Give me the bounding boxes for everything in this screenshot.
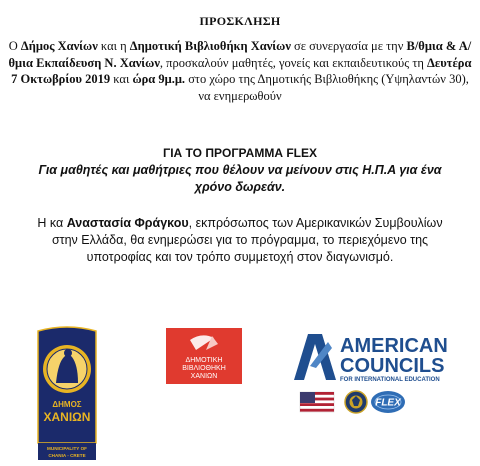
intro-bold-municipality: Δήμος Χανίων xyxy=(20,39,98,53)
american-councils-line1: AMERICAN xyxy=(340,335,448,357)
american-councils-line2: COUNCILS xyxy=(340,355,445,377)
municipality-logo-line2: ΧΑΝΙΩΝ xyxy=(43,410,91,424)
us-flag-icon xyxy=(300,392,334,412)
program-emblems xyxy=(298,388,448,414)
municipality-logo xyxy=(34,325,100,460)
speaker-name: Αναστασία Φράγκου xyxy=(66,216,189,230)
flex-subtitle: Για μαθητές και μαθήτριες που θέλουν να μείνουν στις Η.Π.Α για ένα χρόνο δωρεάν. xyxy=(38,163,442,194)
municipality-logo-line1: ΔΗΜΟΣ xyxy=(52,400,82,409)
speaker-paragraph xyxy=(30,215,450,266)
american-councils-a-mark-icon xyxy=(294,334,336,380)
intro-text-3: σε συνεργασία με την xyxy=(290,39,407,53)
municipality-logo-line4: CHANIA - CRETE xyxy=(48,453,86,458)
intro-paragraph xyxy=(8,38,472,104)
intro-bold-education: Β/θμια & Α/θμια Εκπαίδευση Ν. Χανίων xyxy=(8,39,472,70)
library-logo-line1: ΔΗΜΟΤΙΚΗ xyxy=(185,357,223,364)
american-councils-line3: FOR INTERNATIONAL EDUCATION xyxy=(340,377,440,383)
municipality-logo-line3: MUNICIPALITY OF xyxy=(47,446,87,451)
intro-text-5: και xyxy=(110,72,133,86)
invitation-title: ΠΡΟΣΚΛΗΣΗ xyxy=(199,14,281,28)
intro-text-2: και η xyxy=(97,39,130,53)
intro-text-6: στο χώρο της Δημοτικής Βιβλιοθήκης (Υψηλαντών 30), να ενημερωθούν xyxy=(185,72,469,103)
library-logo-line2: ΒΙΒΛΙΟΘΗΚΗ xyxy=(182,365,226,372)
municipality-figure-head-icon xyxy=(64,349,72,357)
speaker-text-1: Η κα xyxy=(37,216,67,230)
flex-heading: ΓΙΑ ΤΟ ΠΡΟΓΡΑΜΜΑ FLEX xyxy=(163,146,317,160)
flex-badge-label: FLEX xyxy=(375,397,401,409)
american-councils-logo xyxy=(292,330,462,385)
intro-text-4: , προσκαλούν μαθητές, γονείς και εκπαιδευτικούς τη xyxy=(159,55,428,70)
intro-bold-time: ώρα 9μ.μ. xyxy=(132,72,186,86)
intro-text-1: Ο xyxy=(8,39,21,53)
intro-bold-date: Δευτέρα 7 Οκτωβρίου 2019 xyxy=(11,55,472,86)
speaker-text-2: , εκπρόσωπος των Αμερικανικών Συμβουλίων στην Ελλάδα, θα ενημερώσει για το πρόγραμμα, το περιεχόμενο της υποτροφίας και τον τρόπο συμμετοχή στον διαγωνισμό. xyxy=(51,216,443,264)
flex-badge xyxy=(371,391,405,413)
us-seal-icon xyxy=(345,391,367,413)
library-logo-line3: ΧΑΝΙΩΝ xyxy=(190,373,218,380)
library-logo xyxy=(166,328,242,384)
intro-bold-library: Δημοτική Βιβλιοθήκη Χανίων xyxy=(129,39,291,53)
